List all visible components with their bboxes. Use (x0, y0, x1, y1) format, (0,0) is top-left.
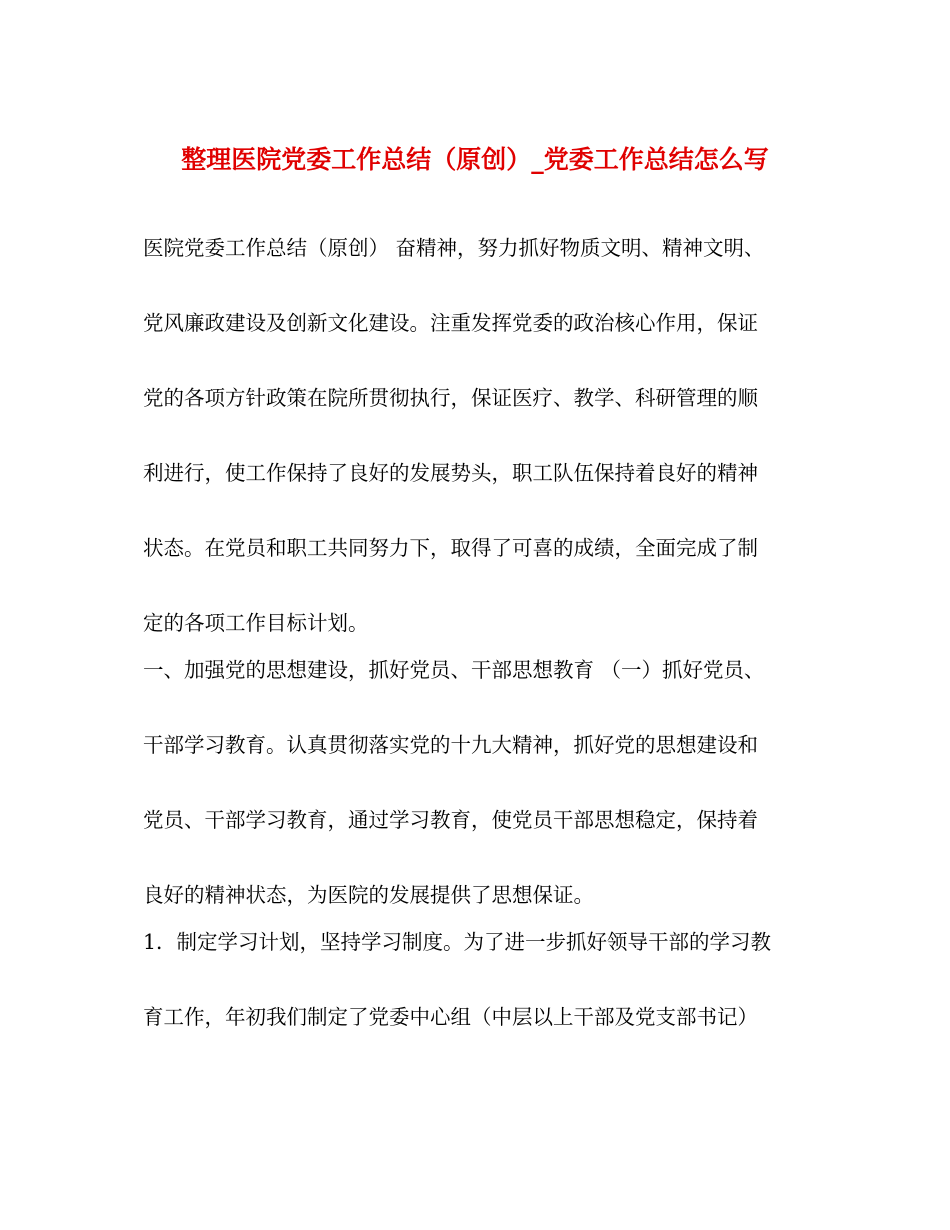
document-title: 整理医院党委工作总结（原创）_党委工作总结怎么写 (181, 145, 769, 174)
body-line-8: 干部学习教育。认真贯彻落实党的十九大精神，抓好党的思想建设和 (143, 733, 758, 757)
body-line-4: 利进行，使工作保持了良好的发展势头，职工队伍保持着良好的精神 (143, 461, 758, 485)
body-line-3: 党的各项方针政策在院所贯彻执行，保证医疗、教学、科研管理的顺 (143, 386, 758, 410)
body-line-7: 一、加强党的思想建设，抓好党员、干部思想教育 （一）抓好党员、 (143, 658, 765, 682)
body-line-6: 定的各项工作目标计划。 (143, 611, 369, 635)
body-line-12: 育工作，年初我们制定了党委中心组（中层以上干部及党支部书记） (143, 1005, 758, 1029)
body-line-11: 1．制定学习计划，坚持学习制度。为了进一步抓好领导干部的学习教 (143, 930, 772, 954)
body-line-2: 党风廉政建设及创新文化建设。注重发挥党委的政治核心作用，保证 (143, 311, 758, 335)
body-line-9: 党员、干部学习教育，通过学习教育，使党员干部思想稳定，保持着 (143, 808, 758, 832)
body-line-1: 医院党委工作总结（原创） 奋精神，努力抓好物质文明、精神文明、 (143, 236, 765, 260)
body-line-10: 良好的精神状态，为医院的发展提供了思想保证。 (143, 883, 594, 907)
body-line-5: 状态。在党员和职工共同努力下，取得了可喜的成绩，全面完成了制 (143, 536, 758, 560)
